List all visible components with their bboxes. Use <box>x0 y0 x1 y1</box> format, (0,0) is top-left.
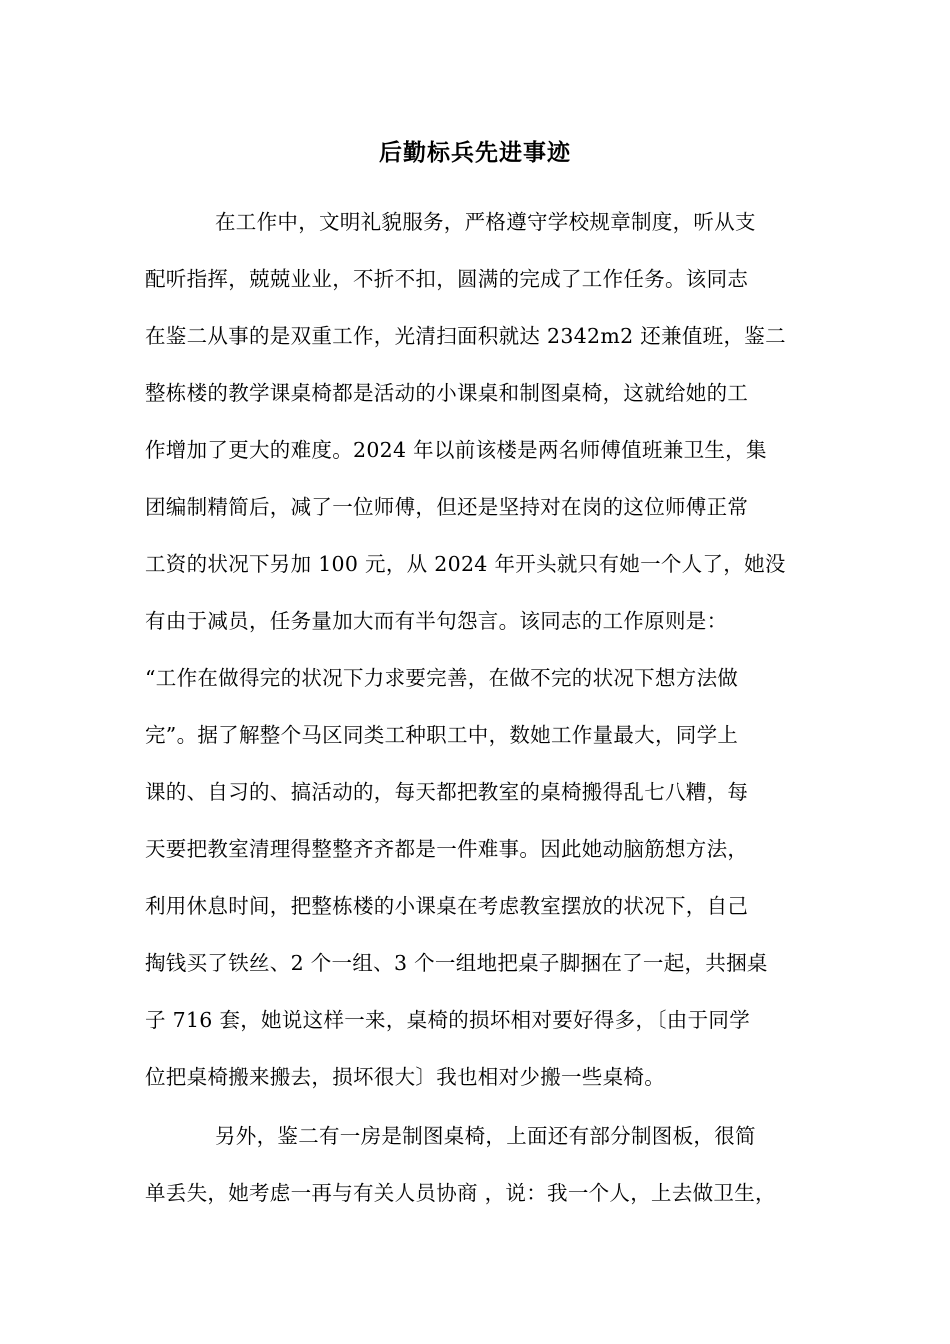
paragraph-line: 作增加了更大的难度。2024 年以前该楼是两名师傅值班兼卫生，集 <box>145 438 767 462</box>
paragraph-line: 有由于减员，任务量加大而有半句怨言。该同志的工作原则是： <box>145 609 728 633</box>
paragraph-line: 子 716 套，她说这样一来，桌椅的损坏相对要好得多，〔由于同学 <box>145 1008 751 1032</box>
paragraph-line: 另外，鉴二有一房是制图桌椅，上面还有部分制图板，很简 <box>215 1124 756 1148</box>
paragraph-line: 完”。据了解整个马区同类工种职工中，数她工作量最大，同学上 <box>145 723 739 747</box>
paragraph-line: 在工作中，文明礼貌服务，严格遵守学校规章制度，听从支 <box>215 210 756 234</box>
paragraph-line: “工作在做得完的状况下力求要完善，在做不完的状况下想方法做 <box>145 666 739 690</box>
paragraph-line: 位把桌椅搬来搬去，损坏很大〕我也相对少搬一些桌椅。 <box>145 1065 665 1089</box>
paragraph-line: 在鉴二从事的是双重工作，光清扫面积就达 2342m2 还兼值班，鉴二 <box>145 324 786 348</box>
paragraph-line: 整栋楼的教学课桌椅都是活动的小课桌和制图桌椅，这就给她的工 <box>145 381 749 405</box>
paragraph-line: 利用休息时间，把整栋楼的小课桌在考虑教室摆放的状况下，自己 <box>145 894 749 918</box>
document-title: 后勤标兵先进事迹 <box>379 140 571 166</box>
paragraph-line: 团编制精简后，减了一位师傅，但还是坚持对在岗的这位师傅正常 <box>145 495 749 519</box>
paragraph-line: 天要把教室清理得整整齐齐都是一件难事。因此她动脑筋想方法， <box>145 837 749 861</box>
paragraph-line: 工资的状况下另加 100 元，从 2024 年开头就只有她一个人了，她没 <box>145 552 786 576</box>
paragraph-line: 单丢失，她考虑一再与有关人员协商 ，说：我一个人，上去做卫生， <box>145 1181 776 1205</box>
paragraph-line: 配听指挥，兢兢业业，不折不扣，圆满的完成了工作任务。该同志 <box>145 267 749 291</box>
paragraph-line: 课的、自习的、搞活动的，每天都把教室的桌椅搬得乱七八糟，每 <box>145 780 749 804</box>
paragraph-line: 掏钱买了铁丝、2 个一组、3 个一组地把桌子脚捆在了一起，共捆桌 <box>145 951 768 975</box>
